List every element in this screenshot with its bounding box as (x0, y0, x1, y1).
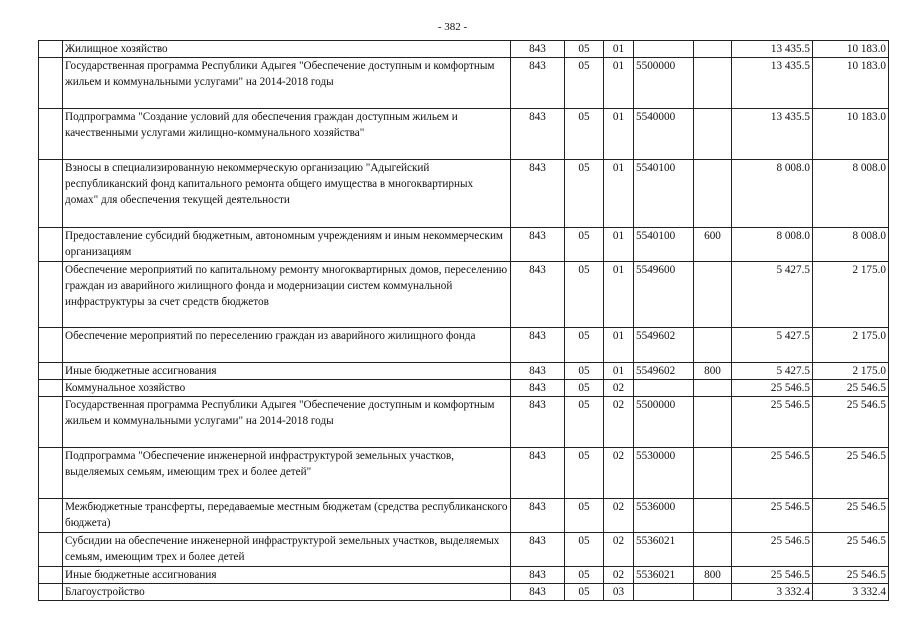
table-row (39, 380, 889, 397)
amount-year-1: 25 546.5 (732, 499, 813, 533)
table-row (39, 41, 889, 58)
ministry-code: 843 (511, 499, 565, 533)
row-margin-cell (39, 160, 63, 228)
ministry-code: 843 (511, 363, 565, 380)
target-article-code: 5540100 (634, 228, 694, 262)
expense-type-code (694, 58, 732, 109)
item-name: Обеспечение мероприятий по переселению граждан из аварийного жилищного фонда (63, 328, 511, 363)
expense-type-code (694, 160, 732, 228)
table-row (39, 262, 889, 328)
expense-type-code: 600 (694, 228, 732, 262)
table-row (39, 397, 889, 448)
amount-year-1: 8 008.0 (732, 160, 813, 228)
amount-year-1: 25 546.5 (732, 380, 813, 397)
row-margin-cell (39, 499, 63, 533)
ministry-code: 843 (511, 448, 565, 499)
ministry-code: 843 (511, 567, 565, 584)
target-article-code (634, 584, 694, 601)
subsection-code: 02 (604, 448, 634, 499)
amount-year-2: 8 008.0 (813, 160, 889, 228)
subsection-code: 02 (604, 380, 634, 397)
row-margin-cell (39, 41, 63, 58)
expense-type-code: 800 (694, 363, 732, 380)
expense-type-code (694, 584, 732, 601)
amount-year-1: 25 546.5 (732, 567, 813, 584)
ministry-code: 843 (511, 262, 565, 328)
amount-year-1: 13 435.5 (732, 58, 813, 109)
section-code: 05 (565, 533, 604, 567)
target-article-code: 5530000 (634, 448, 694, 499)
table-row (39, 363, 889, 380)
amount-year-2: 10 183.0 (813, 109, 889, 160)
section-code: 05 (565, 58, 604, 109)
section-code: 05 (565, 328, 604, 363)
target-article-code: 5540000 (634, 109, 694, 160)
ministry-code: 843 (511, 397, 565, 448)
item-name: Взносы в специализированную некоммерческую организацию "Адыгейский республиканский фонд капитального ремонта общего имущества в многоквартирных домах" для обеспечения текущей деятельности (63, 160, 511, 228)
amount-year-2: 25 546.5 (813, 380, 889, 397)
ministry-code: 843 (511, 380, 565, 397)
table-row (39, 109, 889, 160)
section-code: 05 (565, 41, 604, 58)
section-code: 05 (565, 380, 604, 397)
row-margin-cell (39, 584, 63, 601)
amount-year-2: 10 183.0 (813, 41, 889, 58)
table-row (39, 160, 889, 228)
row-margin-cell (39, 262, 63, 328)
target-article-code: 5549602 (634, 363, 694, 380)
item-name: Подпрограмма "Создание условий для обеспечения граждан доступным жильем и качественными услугами жилищно-коммунального хозяйства" (63, 109, 511, 160)
expense-type-code (694, 109, 732, 160)
target-article-code (634, 380, 694, 397)
table-row (39, 567, 889, 584)
subsection-code: 01 (604, 228, 634, 262)
ministry-code: 843 (511, 228, 565, 262)
target-article-code: 5536021 (634, 533, 694, 567)
subsection-code: 01 (604, 109, 634, 160)
page-number: - 382 - (437, 21, 468, 33)
expense-type-code (694, 41, 732, 58)
ministry-code: 843 (511, 328, 565, 363)
amount-year-2: 3 332.4 (813, 584, 889, 601)
item-name: Иные бюджетные ассигнования (63, 363, 511, 380)
section-code: 05 (565, 567, 604, 584)
item-name: Государственная программа Республики Адыгея "Обеспечение доступным и комфортным жильем и коммунальными услугами" на 2014-2018 годы (63, 397, 511, 448)
item-name: Предоставление субсидий бюджетным, автономным учреждениям и иным некоммерческим организациям (63, 228, 511, 262)
amount-year-1: 3 332.4 (732, 584, 813, 601)
item-name: Обеспечение мероприятий по капитальному ремонту многоквартирных домов, переселению граждан из аварийного жилищного фонда и модернизации систем коммунальной инфраструктуры за счет средств бюджетов (63, 262, 511, 328)
section-code: 05 (565, 109, 604, 160)
target-article-code: 5500000 (634, 397, 694, 448)
expense-type-code (694, 397, 732, 448)
table-row (39, 58, 889, 109)
section-code: 05 (565, 584, 604, 601)
row-margin-cell (39, 448, 63, 499)
amount-year-2: 25 546.5 (813, 533, 889, 567)
expense-type-code: 800 (694, 567, 732, 584)
target-article-code (634, 41, 694, 58)
target-article-code: 5549602 (634, 328, 694, 363)
section-code: 05 (565, 397, 604, 448)
amount-year-2: 25 546.5 (813, 448, 889, 499)
item-name: Жилищное хозяйство (63, 41, 511, 58)
row-margin-cell (39, 363, 63, 380)
section-code: 05 (565, 448, 604, 499)
target-article-code: 5540100 (634, 160, 694, 228)
ministry-code: 843 (511, 58, 565, 109)
row-margin-cell (39, 380, 63, 397)
section-code: 05 (565, 363, 604, 380)
subsection-code: 02 (604, 499, 634, 533)
target-article-code: 5536021 (634, 567, 694, 584)
section-code: 05 (565, 160, 604, 228)
amount-year-1: 25 546.5 (732, 448, 813, 499)
row-margin-cell (39, 533, 63, 567)
row-margin-cell (39, 109, 63, 160)
amount-year-1: 5 427.5 (732, 328, 813, 363)
amount-year-2: 25 546.5 (813, 499, 889, 533)
ministry-code: 843 (511, 41, 565, 58)
table-row (39, 499, 889, 533)
amount-year-2: 10 183.0 (813, 58, 889, 109)
subsection-code: 02 (604, 397, 634, 448)
amount-year-1: 25 546.5 (732, 533, 813, 567)
amount-year-2: 25 546.5 (813, 567, 889, 584)
item-name: Благоустройство (63, 584, 511, 601)
amount-year-1: 13 435.5 (732, 41, 813, 58)
subsection-code: 01 (604, 58, 634, 109)
item-name: Подпрограмма "Обеспечение инженерной инфраструктурой земельных участков, выделяемых семьям, имеющим трех и более детей" (63, 448, 511, 499)
section-code: 05 (565, 499, 604, 533)
expense-type-code (694, 533, 732, 567)
section-code: 05 (565, 262, 604, 328)
target-article-code: 5500000 (634, 58, 694, 109)
ministry-code: 843 (511, 160, 565, 228)
ministry-code: 843 (511, 584, 565, 601)
amount-year-2: 2 175.0 (813, 363, 889, 380)
subsection-code: 01 (604, 262, 634, 328)
row-margin-cell (39, 328, 63, 363)
item-name: Коммунальное хозяйство (63, 380, 511, 397)
subsection-code: 01 (604, 41, 634, 58)
subsection-code: 01 (604, 363, 634, 380)
row-margin-cell (39, 567, 63, 584)
section-code: 05 (565, 228, 604, 262)
expense-type-code (694, 380, 732, 397)
amount-year-1: 13 435.5 (732, 109, 813, 160)
table-row (39, 328, 889, 363)
table-row (39, 533, 889, 567)
subsection-code: 01 (604, 160, 634, 228)
amount-year-1: 5 427.5 (732, 262, 813, 328)
table-row (39, 584, 889, 601)
target-article-code: 5536000 (634, 499, 694, 533)
table-row (39, 228, 889, 262)
amount-year-2: 25 546.5 (813, 397, 889, 448)
ministry-code: 843 (511, 109, 565, 160)
item-name: Иные бюджетные ассигнования (63, 567, 511, 584)
amount-year-2: 2 175.0 (813, 328, 889, 363)
ministry-code: 843 (511, 533, 565, 567)
row-margin-cell (39, 228, 63, 262)
expense-type-code (694, 328, 732, 363)
amount-year-1: 8 008.0 (732, 228, 813, 262)
amount-year-2: 2 175.0 (813, 262, 889, 328)
expense-type-code (694, 262, 732, 328)
expense-type-code (694, 448, 732, 499)
expense-type-code (694, 499, 732, 533)
target-article-code: 5549600 (634, 262, 694, 328)
subsection-code: 03 (604, 584, 634, 601)
table-row (39, 448, 889, 499)
item-name: Межбюджетные трансферты, передаваемые местным бюджетам (средства республиканского бюджета) (63, 499, 511, 533)
budget-table (38, 40, 889, 601)
row-margin-cell (39, 397, 63, 448)
amount-year-1: 25 546.5 (732, 397, 813, 448)
amount-year-1: 5 427.5 (732, 363, 813, 380)
item-name: Государственная программа Республики Адыгея "Обеспечение доступным и комфортным жильем и коммунальными услугами" на 2014-2018 годы (63, 58, 511, 109)
amount-year-2: 8 008.0 (813, 228, 889, 262)
item-name: Субсидии на обеспечение инженерной инфраструктурой земельных участков, выделяемых семьям, имеющим трех и более детей (63, 533, 511, 567)
row-margin-cell (39, 58, 63, 109)
subsection-code: 02 (604, 533, 634, 567)
subsection-code: 02 (604, 567, 634, 584)
subsection-code: 01 (604, 328, 634, 363)
